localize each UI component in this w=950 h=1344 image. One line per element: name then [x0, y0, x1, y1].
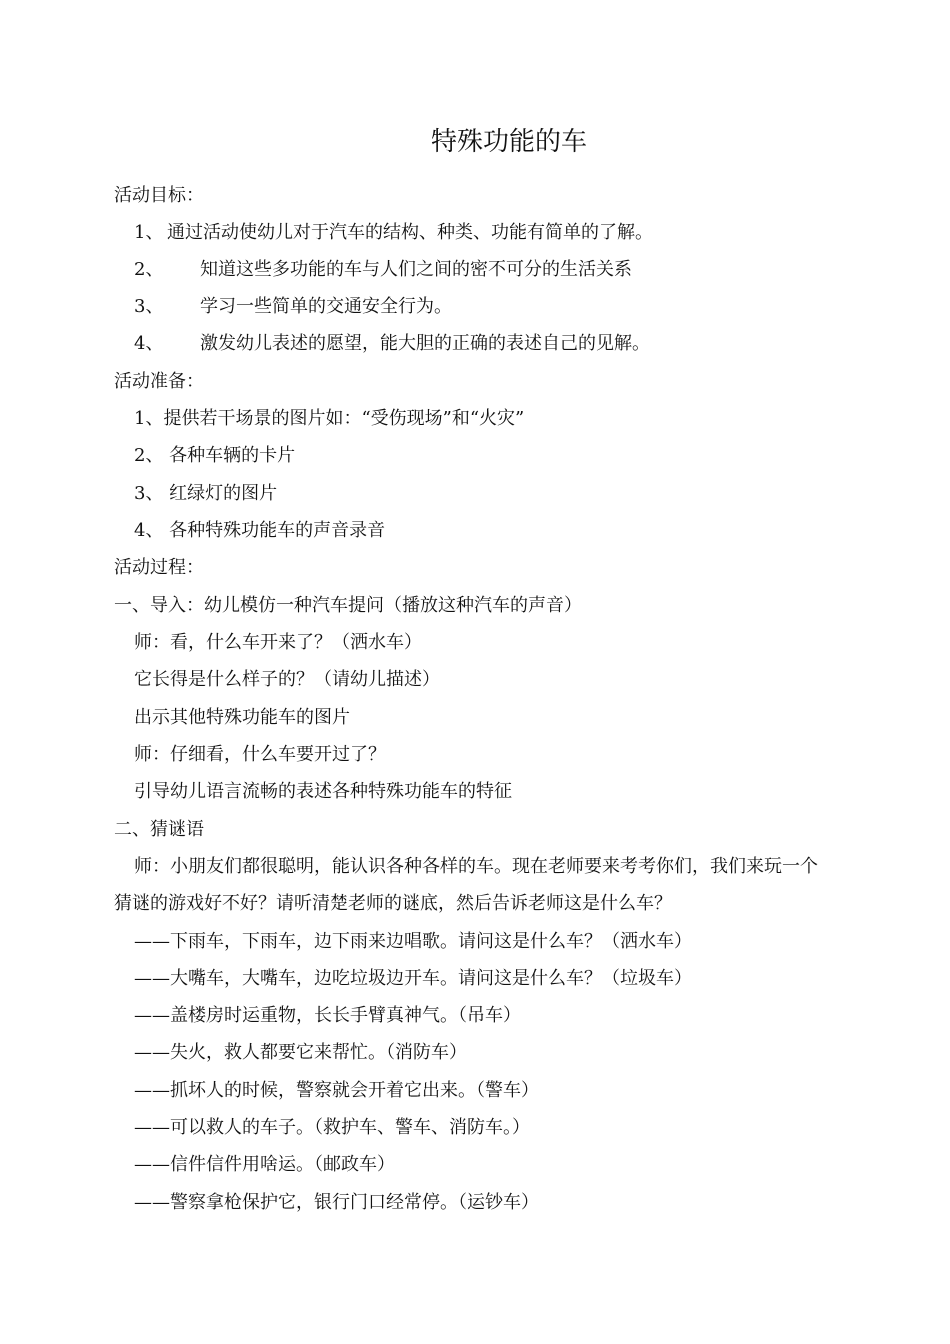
- goal-item-1: [134, 221, 653, 245]
- goal-number: 3、: [134, 296, 164, 317]
- riddle-line: ——盖楼房时运重物，长长手臂真神气。（吊车）: [134, 1005, 521, 1026]
- riddle-line: ——信件信件用啥运。（邮政车）: [134, 1154, 395, 1175]
- document-title: 特殊功能的车: [430, 127, 587, 157]
- goal-number: 2、: [134, 259, 164, 280]
- goal-item-3: [134, 295, 452, 319]
- riddle-line: ——大嘴车，大嘴车，边吃垃圾边开车。请问这是什么车？（垃圾车）: [134, 968, 692, 989]
- section1-heading: 一、导入：幼儿模仿一种汽车提问（播放这种汽车的声音）: [114, 595, 582, 616]
- section2-intro: 师：小朋友们都很聪明，能认识各种各样的车。现在老师要来考考你们，我们来玩一个: [134, 856, 818, 877]
- riddle-line: ——失火，救人都要它来帮忙。（消防车）: [134, 1042, 467, 1063]
- section2-intro-continued: 猜谜的游戏好不好？请听清楚老师的谜底，然后告诉老师这是什么车？: [114, 893, 672, 914]
- section2-heading: 二、猜谜语: [114, 819, 204, 840]
- process-heading: 活动过程：: [114, 557, 204, 578]
- goals-heading: 活动目标：: [114, 185, 204, 206]
- goal-number: 1、: [134, 222, 164, 243]
- goal-item-2: [134, 258, 632, 282]
- section1-line: 出示其他特殊功能车的图片: [134, 707, 350, 728]
- riddle-line: ——可以救人的车子。（救护车、警车、消防车。）: [134, 1117, 530, 1138]
- riddle-line: ——下雨车，下雨车，边下雨来边唱歌。请问这是什么车？（洒水车）: [134, 931, 692, 952]
- goal-text: 学习一些简单的交通安全行为。: [200, 296, 452, 317]
- prep-item-3: 3、 红绿灯的图片: [134, 483, 278, 504]
- goal-text: 通过活动使幼儿对于汽车的结构、种类、功能有简单的了解。: [167, 222, 653, 243]
- section1-line: 师：看，什么车开来了？（洒水车）: [134, 632, 422, 653]
- prep-heading: 活动准备：: [114, 371, 204, 392]
- goal-text: 激发幼儿表述的愿望，能大胆的正确的表述自己的见解。: [200, 333, 650, 354]
- goal-item-4: [134, 332, 650, 356]
- section1-line: 师：仔细看，什么车要开过了？: [134, 744, 386, 765]
- prep-item-1: 1、提供若干场景的图片如：“受伤现场”和“火灾”: [134, 408, 525, 429]
- prep-item-2: 2、 各种车辆的卡片: [134, 445, 296, 466]
- section1-line: 引导幼儿语言流畅的表述各种特殊功能车的特征: [134, 781, 512, 802]
- section1-line: 它长得是什么样子的？（请幼儿描述）: [134, 669, 440, 690]
- riddle-line: ——抓坏人的时候，警察就会开着它出来。（警车）: [134, 1080, 539, 1101]
- prep-item-4: 4、 各种特殊功能车的声音录音: [134, 520, 386, 541]
- goal-number: 4、: [134, 333, 164, 354]
- riddle-line: ——警察拿枪保护它，银行门口经常停。（运钞车）: [134, 1192, 539, 1213]
- goal-text: 知道这些多功能的车与人们之间的密不可分的生活关系: [200, 259, 632, 280]
